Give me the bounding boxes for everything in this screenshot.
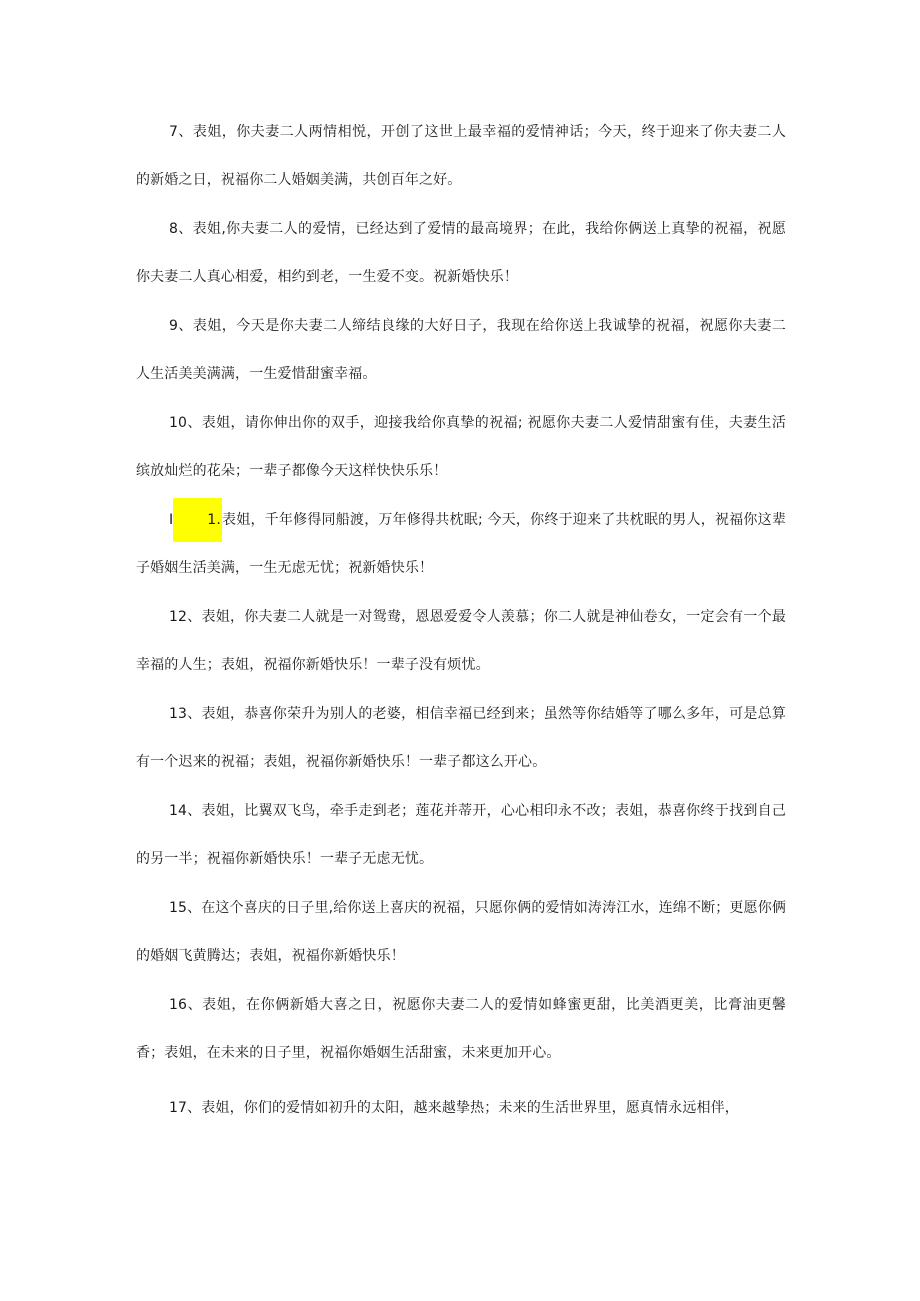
paragraph-17: 17、表姐，你们的爱情如初升的太阳，越来越挚热；未来的生活世界里，愿真情永远相伴， — [169, 1100, 739, 1116]
paragraph-15: 15、在这个喜庆的日子里,给你送上喜庆的祝福，只愿你俩的爱情如涛涛江水，连绵不断；更愿你俩的婚姻飞黄腾达；表姐，祝福你新婚快乐！ — [136, 900, 787, 964]
paragraph-11 — [136, 496, 786, 592]
paragraph-12: 12、表姐，你夫妻二人就是一对鸳鸯，恩恩爱爱令人羡慕；你二人就是神仙卷女，一定会有一个最幸福的人生；表姐，祝福你新婚快乐！一辈子没有烦忧。 — [136, 609, 786, 673]
paragraph-8: 8、表姐,你夫妻二人的爱情，已经达到了爱情的最高境界；在此，我给你俩送上真挚的祝福，祝愿你夫妻二人真心相爱，相约到老，一生爱不变。祝新婚快乐！ — [136, 221, 786, 285]
paragraph-11-prefix: I — [169, 512, 174, 528]
paragraph-16: 16、表姐，在你俩新婚大喜之日，祝愿你夫妻二人的爱情如蜂蜜更甜，比美酒更美，比膏油更馨香；表姐，在未来的日子里，祝福你婚姻生活甜蜜，未来更加开心。 — [136, 997, 786, 1061]
paragraph-10: 10、表姐，请你伸出你的双手，迎接我给你真挚的祝福; 祝愿你夫妻二人爱情甜蜜有佳，夫妻生活缤放灿烂的花朵；一辈子都像今天这样快快乐乐！ — [136, 415, 786, 479]
paragraph-13: 13、表姐，恭喜你荣升为别人的老婆，相信幸福已经到来；虽然等你结婚等了哪么多年，可是总算有一个迟来的祝福；表姐，祝福你新婚快乐！一辈子都这么开心。 — [136, 706, 786, 770]
highlighted-number: 1. — [173, 498, 222, 542]
paragraph-14: 14、表姐，比翼双飞鸟，牵手走到老；莲花并蒂开，心心相印永不改；表姐，恭喜你终于找到自己的另一半；祝福你新婚快乐！一辈子无虑无忧。 — [136, 803, 786, 867]
paragraph-7: 7、表姐，你夫妻二人两情相悦，开创了这世上最幸福的爱情神话；今天，终于迎来了你夫妻二人的新婚之日，祝福你二人婚姻美满，共创百年之好。 — [136, 124, 786, 188]
paragraph-9: 9、表姐，今天是你夫妻二人缔结良缘的大好日子，我现在给你送上我诚挚的祝福，祝愿你夫妻二人生活美美满满，一生爱惜甜蜜幸福。 — [136, 318, 786, 382]
paragraph-11-text: 表姐，千年修得同船渡，万年修得共枕眠; 今天，你终于迎来了共枕眠的男人，祝福你这辈子婚姻生活美满，一生无虑无忧；祝新婚快乐！ — [136, 512, 786, 576]
